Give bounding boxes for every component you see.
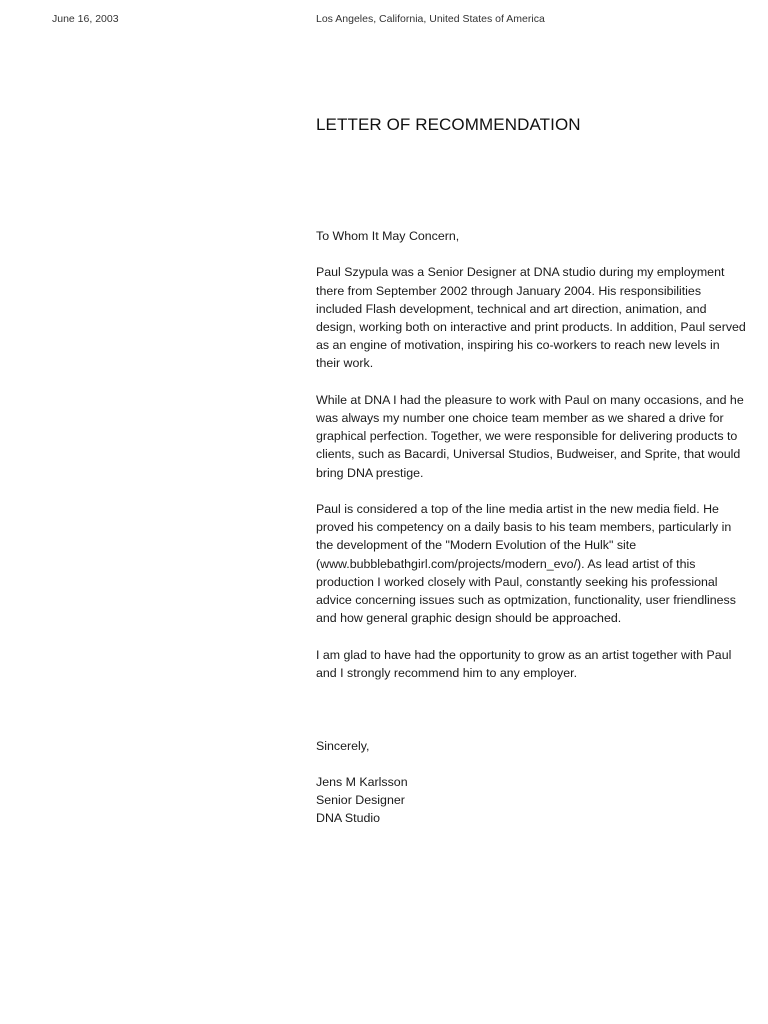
- letter-title: LETTER OF RECOMMENDATION: [316, 115, 581, 134]
- signature-name: Jens M Karlsson: [316, 775, 408, 789]
- signature-block: [316, 773, 746, 828]
- closing: Sincerely,: [316, 738, 370, 753]
- signature-company: DNA Studio: [316, 811, 381, 826]
- body-paragraph-1: Paul Szypula was a Senior Designer at DNA studio during my employment there from September 2002 through January 2004. His responsibilities included Flash development, technical and art direction, animation, and design, working both on interactive and print products. In addition, Paul served as an engine of motivation, inspiring his co-workers to reach new levels in their work.: [316, 265, 746, 371]
- body-paragraph-4: I am glad to have had the opportunity to grow as an artist together with Paul and I strongly recommend him to any employer.: [316, 647, 732, 680]
- body-paragraph-2: While at DNA I had the pleasure to work with Paul on many occasions, and he was always my number one choice team member as we shared a drive for graphical perfection. Together, we were responsible for delivering products to clients, such as Bacardi, Universal Studios, Budweiser, and Sprite, that would bring DNA prestige.: [316, 392, 744, 480]
- letter-body: [316, 227, 746, 828]
- salutation: To Whom It May Concern,: [316, 229, 460, 243]
- body-paragraph-3: Paul is considered a top of the line media artist in the new media field. He proved his competency on a daily basis to his team members, particularly in the development of the "Modern Evolution of the Hulk" site (www.bubblebathgirl.com/projects/modern_evo/). As lead artist of this production I worked closely with Paul, constantly seeking his professional advice concerning issues such as optmization, functionality, user friendliness and how general graphic design should be approached.: [316, 502, 736, 626]
- signature-position: Senior Designer: [316, 793, 405, 808]
- letter-location: Los Angeles, California, United States of America: [316, 13, 545, 25]
- letter-date: June 16, 2003: [52, 13, 119, 25]
